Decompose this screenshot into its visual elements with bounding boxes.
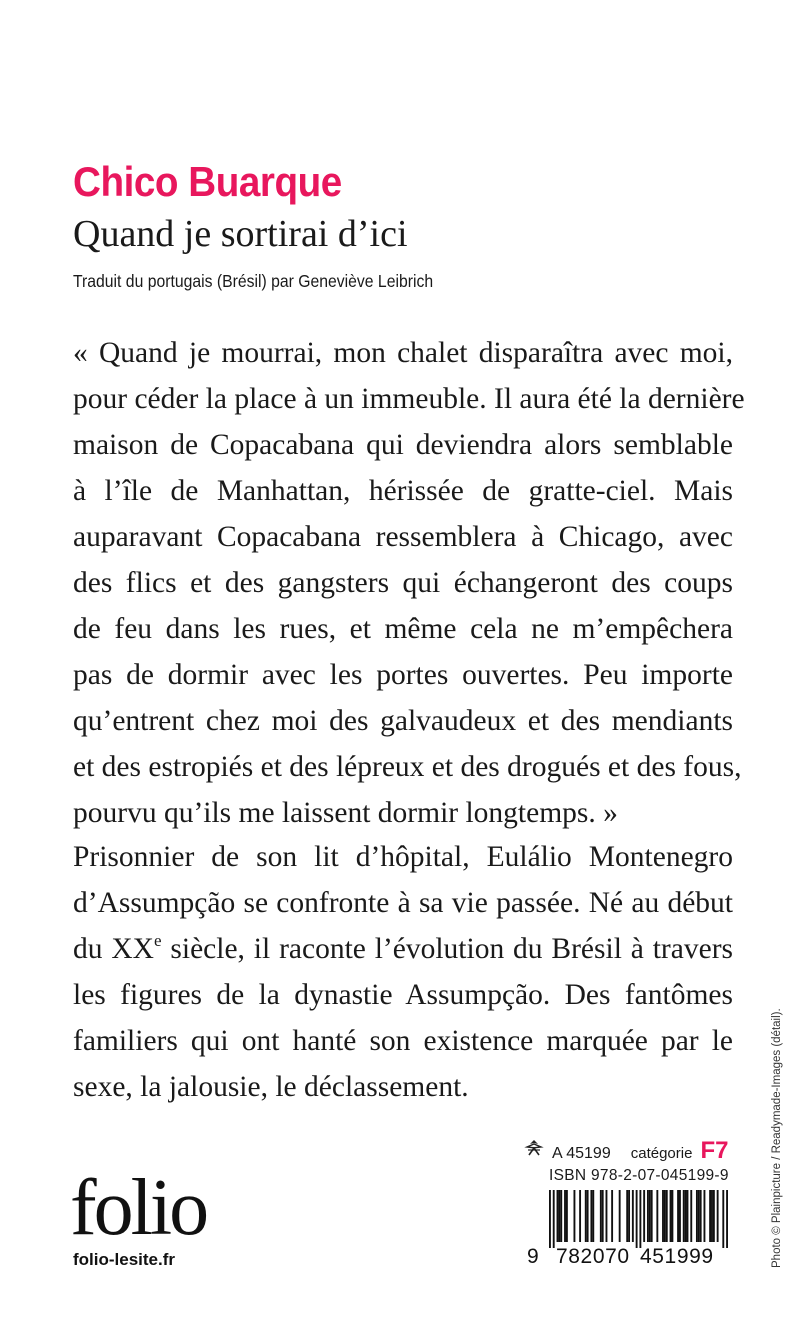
translator-credit: Traduit du portugais (Brésil) par Geneviève Leibrich xyxy=(73,271,434,291)
barcode-bar xyxy=(639,1190,641,1248)
barcode-bar xyxy=(690,1190,692,1242)
publisher-website: folio-lesite.fr xyxy=(73,1250,176,1269)
barcode-bar xyxy=(587,1190,589,1242)
quote-line: pourvu qu’ils me laissent dormir longtemps. » xyxy=(73,797,618,829)
quote-line: « Quand je mourrai, mon chalet disparaîtra avec moi, xyxy=(73,337,733,369)
barcode-bar xyxy=(632,1190,634,1242)
barcode-bar xyxy=(557,1190,559,1242)
barcode-bar xyxy=(717,1190,719,1242)
barcode-bar xyxy=(590,1190,592,1242)
barcode-bar xyxy=(685,1190,687,1242)
blurb-quote xyxy=(73,330,745,836)
barcode-bar xyxy=(600,1190,602,1242)
ean-left-group: 782070 xyxy=(556,1245,630,1268)
description-line: sexe, la jalousie, le déclassement. xyxy=(73,1071,469,1103)
catalog-number: A 45199 xyxy=(552,1145,611,1162)
barcode-bar xyxy=(636,1190,638,1248)
catalog-info xyxy=(524,1137,728,1165)
barcode-bar xyxy=(662,1190,664,1242)
barcode-bar xyxy=(549,1190,551,1248)
century-suffix: e xyxy=(153,931,162,950)
century-numeral: XX xyxy=(111,933,154,965)
barcode-bar xyxy=(713,1190,715,1242)
barcode-bar xyxy=(696,1190,698,1242)
barcode-bar xyxy=(643,1190,645,1242)
folio-logo: folio xyxy=(70,1164,207,1252)
barcode-bar xyxy=(709,1190,711,1242)
quote-line: qu’entrent chez moi des galvaudeux et des mendiants xyxy=(73,705,733,737)
barcode-bar xyxy=(679,1190,681,1242)
gallimard-emblem-icon xyxy=(524,1138,544,1158)
description-line: familiers qui ont hanté son existence marquée par le xyxy=(73,1025,733,1057)
quote-line: et des estropiés et des lépreux et des drogués et des fous, xyxy=(73,751,742,783)
ean-right-group: 451999 xyxy=(640,1245,714,1268)
description-line: les figures de la dynastie Assumpção. Des fantômes xyxy=(73,979,733,1011)
barcode-bar xyxy=(677,1190,679,1242)
isbn-number: ISBN 978-2-07-045199-9 xyxy=(549,1167,729,1184)
quote-line: pas de dormir avec les portes ouvertes. Peu importe xyxy=(73,659,733,691)
category-label: catégorie xyxy=(630,1145,693,1162)
description-text: siècle, il raconte l’évolution du Brésil à travers xyxy=(161,933,733,965)
barcode-bar xyxy=(564,1190,566,1242)
barcode-bar xyxy=(606,1190,608,1242)
barcode xyxy=(549,1190,728,1248)
barcode-bar xyxy=(585,1190,587,1242)
barcode-bar xyxy=(711,1190,713,1242)
barcode-bar xyxy=(687,1190,689,1242)
barcode-bar xyxy=(704,1190,706,1242)
barcode-bar xyxy=(592,1190,594,1242)
barcode-bar xyxy=(651,1190,653,1242)
quote-line: auparavant Copacabana ressemblera à Chicago, avec xyxy=(73,521,733,553)
quote-line: pour céder la place à un immeuble. Il aura été la dernière xyxy=(73,383,745,415)
description-line: Prisonnier de son lit d’hôpital, Eulálio Montenegro xyxy=(73,841,733,873)
barcode-bar xyxy=(722,1190,724,1248)
barcode-bar xyxy=(649,1190,651,1242)
category-code: F7 xyxy=(700,1137,729,1164)
author-name: Chico Buarque xyxy=(73,158,342,205)
barcode-bar xyxy=(573,1190,575,1242)
barcode-bar xyxy=(560,1190,562,1242)
barcode-bar xyxy=(656,1190,658,1242)
barcode-bar xyxy=(558,1190,560,1242)
book-title: Quand je sortirai d’ici xyxy=(73,213,408,255)
barcode-bar xyxy=(671,1190,673,1242)
blurb-description xyxy=(73,834,733,1110)
quote-line: de feu dans les rues, et même cela ne m’empêchera xyxy=(73,613,733,645)
barcode-bar xyxy=(628,1190,630,1242)
barcode-bar xyxy=(670,1190,672,1242)
quote-line: à l’île de Manhattan, hérissée de gratte-ciel. Mais xyxy=(73,475,733,507)
barcode-bar xyxy=(579,1190,581,1242)
barcode-bar xyxy=(700,1190,702,1242)
barcode-bar xyxy=(602,1190,604,1242)
quote-line: des flics et des gangsters qui échangeront des coups xyxy=(73,567,733,599)
barcode-bar xyxy=(566,1190,568,1242)
barcode-bar xyxy=(647,1190,649,1242)
description-line: d’Assumpção se confronte à sa vie passée. Né au début xyxy=(73,887,733,919)
description-line xyxy=(73,926,733,972)
barcode-bar xyxy=(626,1190,628,1242)
photo-credit: Photo © Plainpicture / Readymade-Images (détail). xyxy=(771,1008,783,1268)
barcode-bar xyxy=(619,1190,621,1242)
barcode-bar xyxy=(726,1190,728,1248)
quote-line: maison de Copacabana qui deviendra alors semblable xyxy=(73,429,733,461)
barcode-bar xyxy=(683,1190,685,1242)
barcode-bar xyxy=(553,1190,555,1248)
ean-first-digit: 9 xyxy=(527,1245,540,1268)
barcode-bar xyxy=(666,1190,668,1242)
barcode-bar xyxy=(664,1190,666,1242)
barcode-bar xyxy=(611,1190,613,1242)
barcode-bar xyxy=(698,1190,700,1242)
description-text: du xyxy=(73,933,112,965)
